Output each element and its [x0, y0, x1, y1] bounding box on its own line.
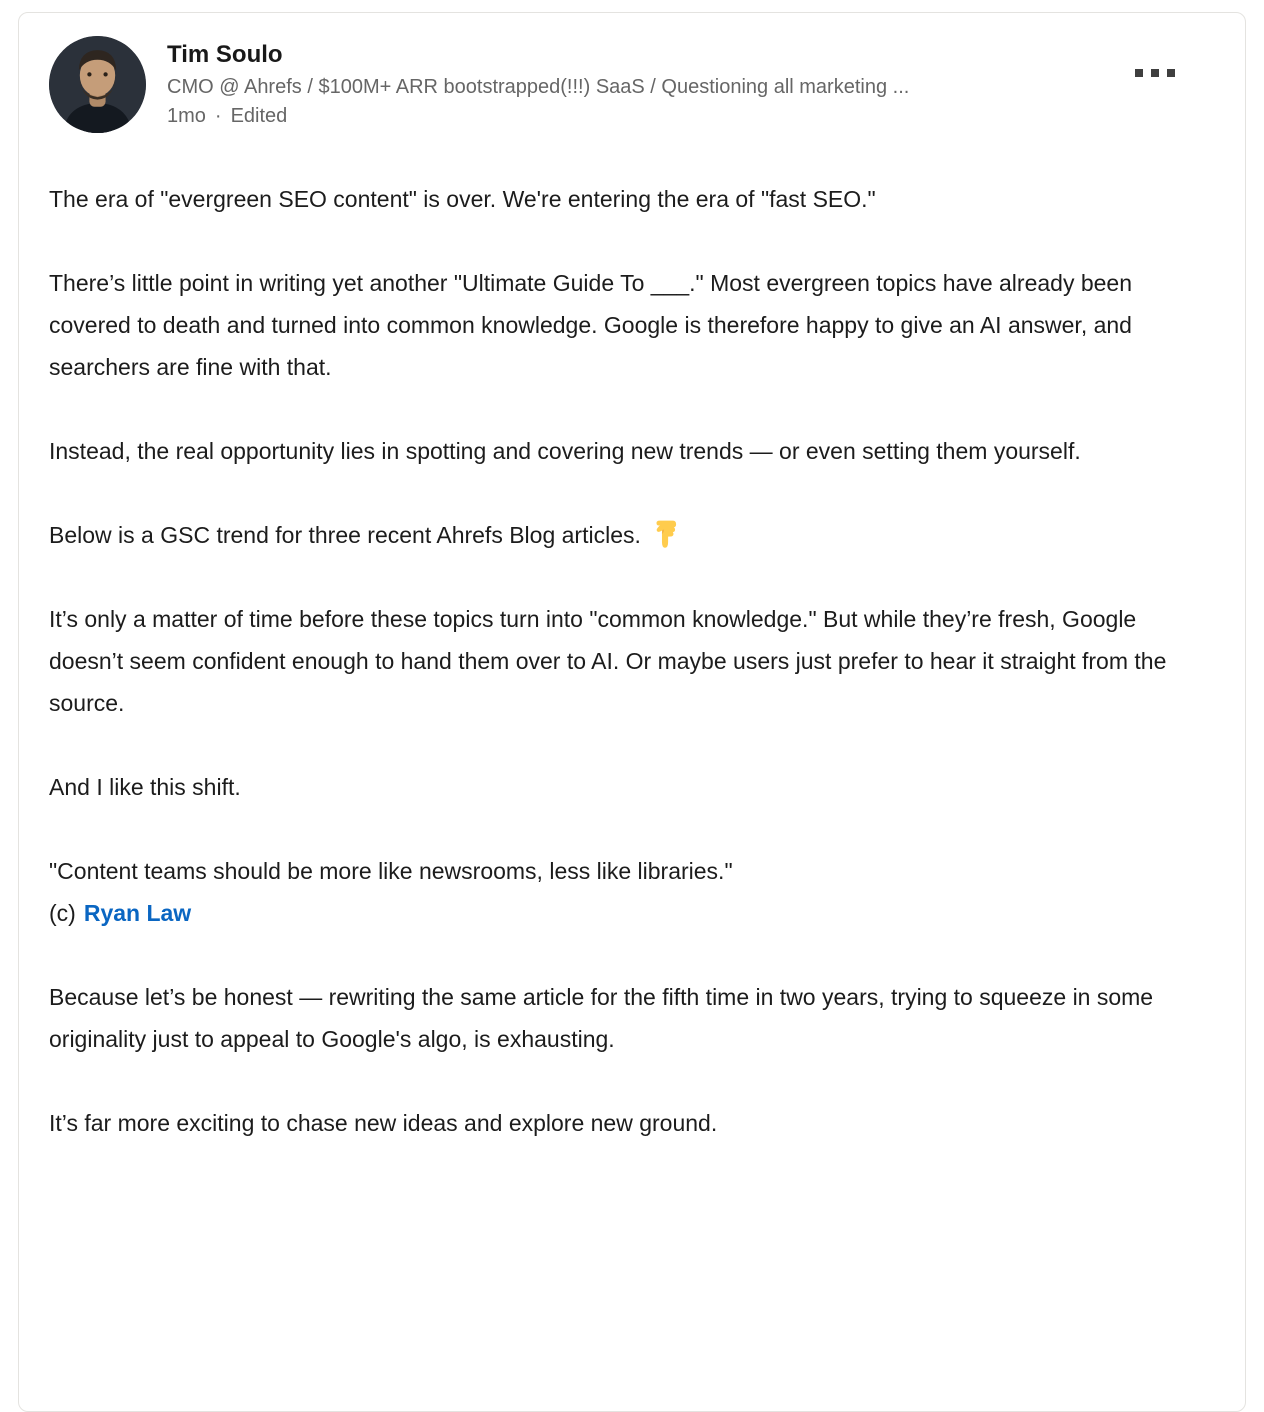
pointing-down-emoji: [649, 518, 681, 550]
quote-text: "Content teams should be more like newsrooms, less like libraries.": [49, 858, 733, 884]
edited-label: Edited: [230, 105, 288, 127]
avatar-image: [49, 36, 146, 133]
post-paragraph: Instead, the real opportunity lies in spotting and covering new trends — or even setting them yourself.: [49, 438, 1081, 464]
post-card: [18, 12, 1246, 1412]
post-paragraph: Because let’s be honest — rewriting the same article for the fifth time in two years, trying to squeeze in some originality just to appeal to Google's algo, is exhausting.: [49, 984, 1154, 1052]
post-paragraph: There’s little point in writing yet another "Ultimate Guide To ___." Most evergreen topics have already been covered to death and turned into common knowledge. Google is therefore happy to give an AI answer, and searchers are fine with that.: [49, 270, 1133, 380]
author-name[interactable]: Tim Soulo: [167, 41, 283, 68]
author-info: [167, 36, 909, 130]
meta-separator: ·: [214, 105, 222, 127]
author-headline: CMO @ Ahrefs / $100M+ ARR bootstrapped(!!!) SaaS / Questioning all marketing ...: [167, 76, 910, 98]
post-meta: [167, 103, 909, 130]
post-paragraph-text: Below is a GSC trend for three recent Ahrefs Blog articles.: [49, 522, 641, 548]
ryan-law-link[interactable]: Ryan Law: [83, 900, 192, 926]
avatar[interactable]: [49, 36, 146, 133]
post-paragraph-with-emoji: [49, 514, 1205, 556]
post-body: [19, 133, 1245, 1144]
ellipsis-icon: [1135, 69, 1175, 77]
post-paragraph: And I like this shift.: [49, 774, 241, 800]
post-paragraph: It’s far more exciting to chase new ideas and explore new ground.: [49, 1110, 718, 1136]
quote-block: [49, 850, 1205, 934]
credit-prefix: (c): [49, 900, 76, 926]
post-paragraph: It’s only a matter of time before these topics turn into "common knowledge." But while they’re fresh, Google doesn’t seem confident enough to hand them over to AI. Or maybe users just prefer to hear it straight from the source.: [49, 606, 1167, 716]
post-options-button[interactable]: [1127, 61, 1183, 85]
post-paragraph: The era of "evergreen SEO content" is over. We're entering the era of "fast SEO.": [49, 186, 876, 212]
post-header: [19, 13, 1245, 133]
post-age: 1mo: [167, 105, 206, 127]
